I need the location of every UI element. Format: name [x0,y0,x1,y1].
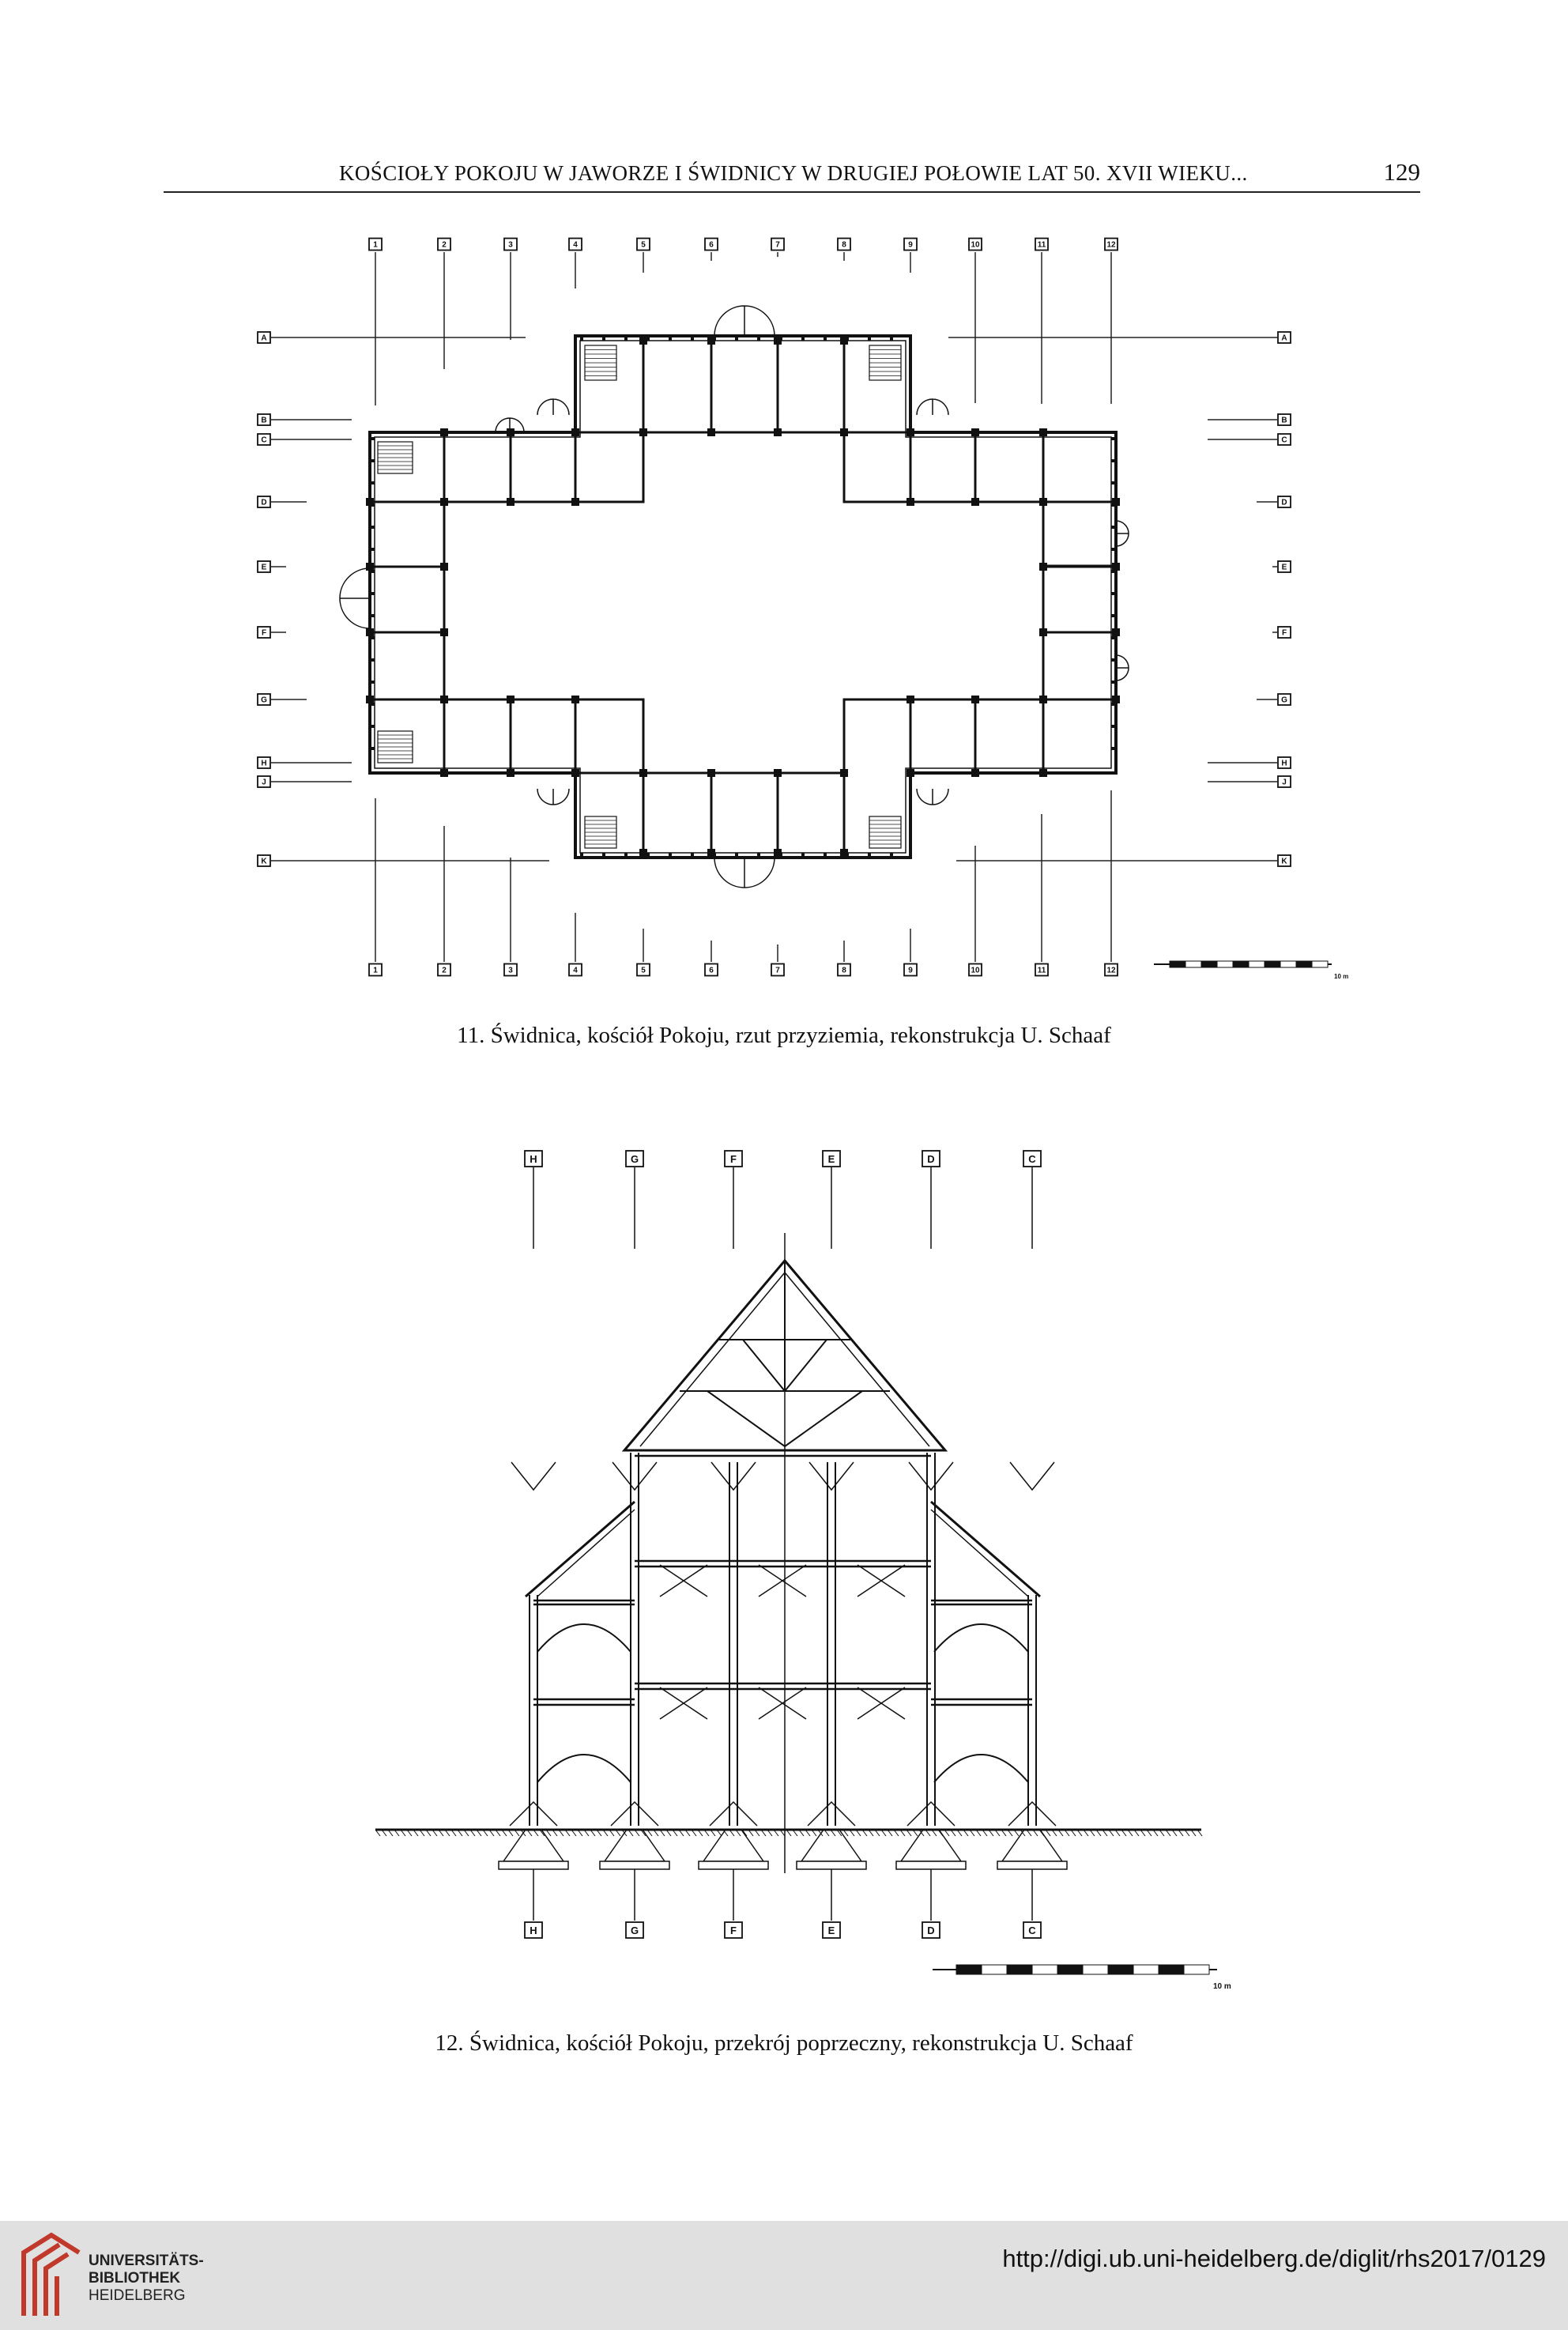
plan-stud [691,853,694,858]
plan-stud [580,336,583,341]
plan-stud [1111,503,1116,507]
plan-post-42 [1039,498,1047,506]
section-scale-segment [956,1965,982,1974]
plan-stud [370,703,375,706]
plan-stud [713,853,716,858]
permalink-url[interactable]: http://digi.ub.uni-heidelberg.de/diglit/rhs2017/0129 [1002,2245,1546,2272]
plan-stud [801,336,805,341]
plan-stair-ne [869,345,901,380]
plan-stud [602,853,605,858]
plan-row-label-right-J: J [1282,778,1287,787]
plan-door-n-small [496,418,524,432]
figure-12-caption: 12. Świdnica, kościół Pokoju, przekrój poprzeczny, rekonstrukcja U. Schaaf [435,2030,1133,2056]
section-top-knee-H [511,1462,556,1490]
plan-post-2 [639,769,647,777]
plan-scale-segment [1265,961,1280,967]
plan-post-13 [840,428,848,436]
page-number: 129 [1383,158,1420,186]
plan-row-label-right-A: A [1281,334,1287,343]
plan-stud [646,853,650,858]
plan-east-partition [1043,565,1116,567]
plan-stud [801,853,805,858]
plan-post-20 [507,428,514,436]
plan-scale-segment [1170,961,1185,967]
plan-post-52 [366,696,374,703]
section-aisle-roofs [526,1502,1040,1597]
plan-post-26 [571,696,579,703]
section-scale-segment [1133,1965,1159,1974]
plan-col-label-top-12: 12 [1106,240,1116,250]
plan-scale-segment [1217,961,1233,967]
plan-post-48 [366,628,374,636]
library-logo-text [89,2253,204,2305]
section-knee-C [1008,1802,1056,1826]
plan-stud [370,437,375,440]
plan-stud [370,725,375,728]
plan-stud [669,853,672,858]
plan-door-west [340,568,370,628]
plan-post-31 [906,769,914,777]
plan-stud [868,853,871,858]
section-scale-segment [1032,1965,1057,1974]
figure-11-caption: 11. Świdnica, kościół Pokoju, rzut przyziemia, rekonstrukcja U. Schaaf [457,1023,1111,1048]
plan-post-1 [639,428,647,436]
plan-col-label-top-3: 3 [508,240,513,250]
plan-stud [1111,481,1116,484]
plan-row-label-right-C: C [1281,435,1287,445]
plan-row-label-right-K: K [1281,857,1287,866]
section-aisle-arch-1 [537,1624,631,1652]
plan-stud [890,853,893,858]
plan-post-5 [707,428,715,436]
plan-col-label-top-2: 2 [442,240,447,250]
plan-stud [757,336,760,341]
plan-scale-segment [1296,961,1312,967]
plan-post-54 [1039,696,1047,703]
section-knee-H [510,1802,557,1826]
plan-stud [669,336,672,341]
plan-post-24 [571,428,579,436]
plan-col-label-bottom-8: 8 [842,966,846,975]
plan-row-label-left-D: D [261,498,267,507]
plan-post-22 [507,696,514,703]
plan-col-label-top-1: 1 [373,240,378,250]
plan-row-label-right-G: G [1281,696,1287,705]
plan-stud [370,747,375,750]
plan-col-label-bottom-1: 1 [373,966,378,975]
plan-stud [824,853,827,858]
plan-stud [735,336,738,341]
plan-scale-segment [1201,961,1217,967]
plan-col-label-bottom-11: 11 [1037,966,1046,975]
plan-stud [370,681,375,684]
plan-stud [691,336,694,341]
section-foundation-G [600,1830,669,1869]
section-brace-4 [660,1687,707,1719]
plan-outer-wall [370,336,1116,858]
section-col-label-top-F: F [730,1152,737,1165]
plan-row-label-left-J: J [262,778,266,787]
section-scale-segment [1007,1965,1032,1974]
plan-stud [370,526,375,529]
section-scale-segment [1184,1965,1209,1974]
plan-stud [370,459,375,462]
plan-post-6 [707,769,715,777]
section-scale-segment [1159,1965,1184,1974]
plan-stud [370,614,375,617]
plan-post-21 [507,498,514,506]
plan-col-label-bottom-2: 2 [442,966,447,975]
plan-stud [1111,636,1116,639]
plan-stud [624,853,628,858]
plan-post-44 [366,563,374,571]
plan-door-ne [917,399,948,415]
plan-stud [370,548,375,551]
section-col-label-top-D: D [927,1152,935,1165]
plan-post-19 [440,769,448,777]
section-top-knee-D [909,1462,953,1490]
plan-stair-nw [585,345,616,380]
plan-stud [1111,526,1116,529]
section-knee-E [808,1802,855,1826]
section-scale-segment [1083,1965,1108,1974]
section-col-label-top-G: G [630,1152,639,1165]
logo-line-3: HEIDELBERG [89,2287,186,2304]
section-col-label-bottom-E: E [827,1924,835,1936]
plan-stud [1111,725,1116,728]
plan-scale-segment [1185,961,1201,967]
section-brace-5 [759,1687,806,1719]
page-header [164,155,1420,193]
plan-post-36 [1039,428,1047,436]
plan-stud [1111,614,1116,617]
plan-post-30 [906,696,914,703]
plan-scale-segment [1233,961,1249,967]
plan-post-14 [840,769,848,777]
plan-row-label-left-K: K [261,857,267,866]
plan-row-label-right-F: F [1281,628,1287,638]
plan-stud [624,336,628,341]
plan-stud [1111,459,1116,462]
plan-stud [370,636,375,639]
plan-stud [580,853,583,858]
plan-row-label-right-E: E [1281,563,1287,572]
plan-stud [713,336,716,341]
plan-scale-segment [1249,961,1265,967]
plan-post-45 [440,563,448,571]
plan-col-label-top-6: 6 [709,240,714,250]
plan-stud [1111,548,1116,551]
plan-post-23 [507,769,514,777]
section-col-label-top-C: C [1028,1152,1036,1165]
plan-row-label-right-H: H [1281,759,1287,768]
plan-row-label-left-F: F [261,628,267,638]
section-scale-segment [982,1965,1007,1974]
section-knee-F [710,1802,757,1826]
plan-nave-outline [444,432,1043,773]
plan-stud [370,481,375,484]
section-knee-G [611,1802,658,1826]
plan-post-10 [774,769,782,777]
section-col-label-bottom-H: H [530,1924,537,1936]
plan-stud [1111,592,1116,595]
plan-stair-se [869,816,901,848]
section-top-knee-E [809,1462,854,1490]
plan-stud [1111,703,1116,706]
plan-col-label-bottom-12: 12 [1106,966,1116,975]
plan-post-32 [971,428,979,436]
section-brace-6 [858,1687,905,1719]
plan-door-east-1 [1116,521,1129,546]
plan-post-25 [571,498,579,506]
logo-line-2: BIBLIOTHEK [89,2270,181,2287]
plan-post-0 [639,337,647,345]
plan-col-label-top-9: 9 [908,240,913,250]
library-logo-icon [16,2229,82,2322]
section-brace-1 [660,1565,707,1597]
logo-line-1: UNIVERSITÄTS- [89,2253,204,2269]
plan-post-27 [571,769,579,777]
plan-row-label-left-E: E [261,563,267,572]
plan-stud [370,592,375,595]
plan-stud [779,336,782,341]
section-col-label-top-H: H [530,1152,537,1165]
plan-post-51 [1112,628,1120,636]
plan-stud [602,336,605,341]
plan-col-label-bottom-4: 4 [573,966,578,975]
plan-door-nw [537,399,569,415]
plan-stud [370,570,375,573]
section-scale-segment [1108,1965,1133,1974]
plan-stud [846,853,849,858]
section-brace-3 [858,1565,905,1597]
section-col-label-bottom-F: F [730,1924,737,1936]
plan-door-east-2 [1116,655,1129,681]
plan-stud [370,658,375,662]
section-top-knee-G [612,1462,657,1490]
plan-col-label-top-4: 4 [573,240,578,250]
plan-col-label-bottom-5: 5 [641,966,646,975]
page-footer [0,2221,1568,2330]
plan-scale-segment [1312,961,1328,967]
plan-stud [1111,437,1116,440]
plan-post-29 [906,498,914,506]
plan-row-label-left-B: B [261,416,267,425]
plan-post-53 [440,696,448,703]
section-knee-D [907,1802,955,1826]
plan-post-41 [440,498,448,506]
plan-stud [824,336,827,341]
section-top-knee-C [1010,1462,1054,1490]
plan-stud [846,336,849,341]
section-brace-2 [759,1565,806,1597]
plan-col-label-top-8: 8 [842,240,846,250]
plan-col-label-top-10: 10 [971,240,980,250]
plan-stair-sw [585,816,616,848]
plan-stud [735,853,738,858]
plan-post-50 [1039,628,1047,636]
plan-stud [1111,747,1116,750]
plan-col-label-top-5: 5 [641,240,646,250]
plan-stair-w-top [378,442,413,473]
plan-stud [370,503,375,507]
plan-stud [779,853,782,858]
plan-outer-wall-inner [375,341,1111,853]
plan-door-north [714,306,775,336]
section-col-label-bottom-C: C [1028,1924,1036,1936]
plan-row-label-left-G: G [261,696,267,705]
plan-row-label-right-D: D [1281,498,1287,507]
section-scale-unit: 10 m [1213,1982,1231,1991]
plan-post-35 [971,769,979,777]
plan-stud [1111,681,1116,684]
plan-stud [646,336,650,341]
plan-post-16 [440,428,448,436]
cross-section-figure [348,1130,1249,2008]
plan-scale-segment [1280,961,1296,967]
plan-col-label-bottom-9: 9 [908,966,913,975]
plan-row-label-left-C: C [261,435,267,445]
plan-post-34 [971,696,979,703]
section-foundation-E [797,1830,866,1869]
section-scale-segment [1057,1965,1083,1974]
plan-stud [1111,570,1116,573]
section-foundation-H [499,1830,568,1869]
plan-col-label-bottom-3: 3 [508,966,513,975]
plan-post-49 [440,628,448,636]
plan-door-south [714,858,775,888]
plan-col-label-bottom-7: 7 [775,966,780,975]
plan-col-label-top-11: 11 [1037,240,1046,250]
plan-post-39 [1039,769,1047,777]
plan-col-label-top-7: 7 [775,240,780,250]
section-col-label-bottom-D: D [927,1924,935,1936]
plan-door-se [917,789,948,805]
plan-stud [868,336,871,341]
section-col-label-top-E: E [827,1152,835,1165]
plan-row-label-right-B: B [1281,416,1287,425]
plan-post-9 [774,428,782,436]
plan-door-sw [537,789,569,805]
plan-post-3 [639,849,647,857]
plan-row-label-left-A: A [261,334,267,343]
section-col-label-bottom-G: G [630,1924,639,1936]
plan-scale-unit: 10 m [1334,973,1349,980]
plan-post-28 [906,428,914,436]
section-aisle-arch-2 [934,1624,1028,1652]
plan-row-label-left-H: H [261,759,267,768]
section-aisle-arch-3 [537,1755,631,1782]
plan-col-label-bottom-10: 10 [971,966,980,975]
plan-stud [1111,658,1116,662]
plan-col-label-bottom-6: 6 [709,966,714,975]
plan-post-55 [1112,696,1120,703]
plan-stud [890,336,893,341]
running-title: KOŚCIOŁY POKOJU W JAWORZE I ŚWIDNICY W DRUGIEJ POŁOWIE LAT 50. XVII WIEKU... [339,161,1248,185]
plan-stud [757,853,760,858]
plan-post-33 [971,498,979,506]
section-aisle-arch-4 [934,1755,1028,1782]
floor-plan-figure [237,225,1375,1008]
section-top-knee-F [711,1462,756,1490]
plan-stair-w-bottom [378,731,413,763]
